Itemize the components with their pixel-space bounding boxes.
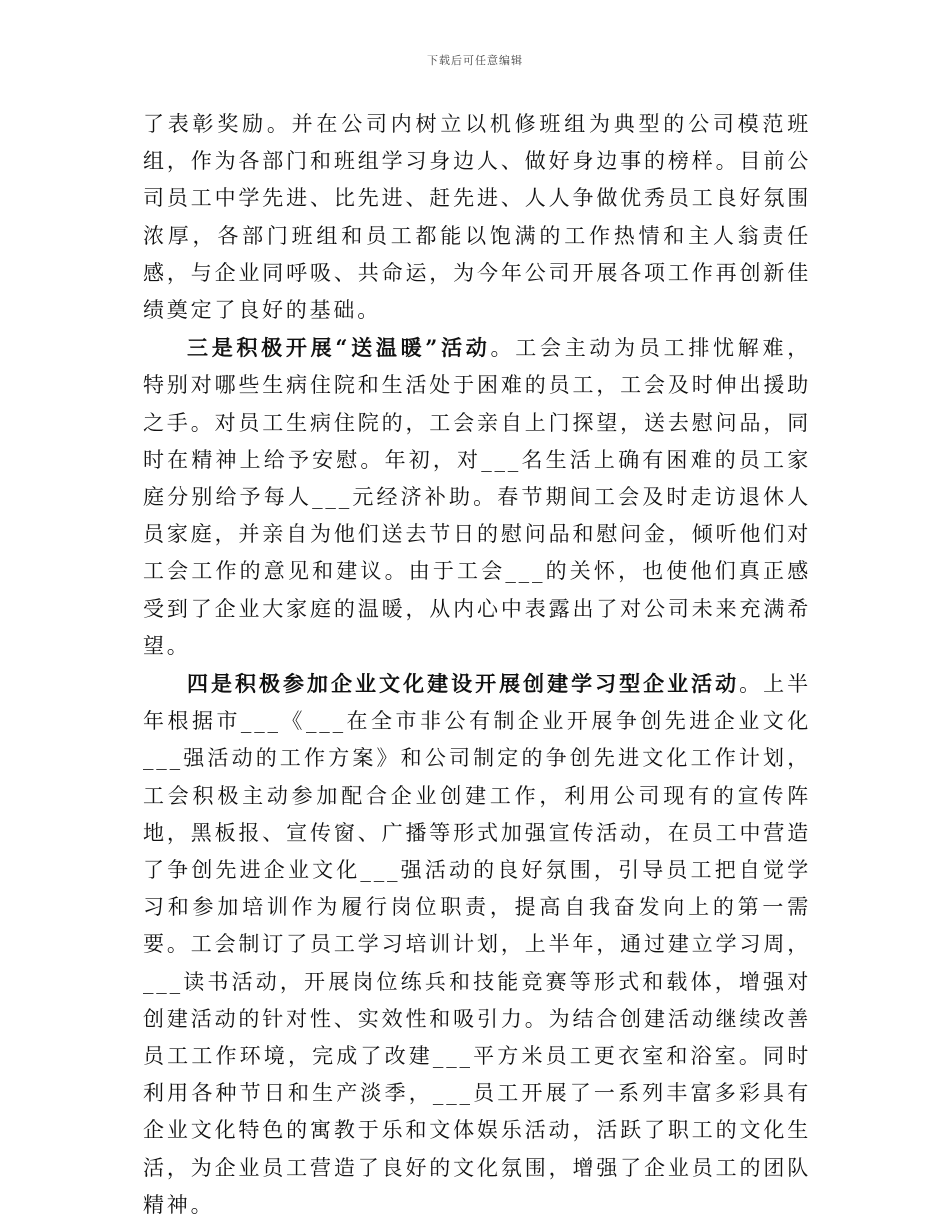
paragraph-text: 。工会主动为员工排忧解难，特别对哪些生病住院和生活处于困难的员工，工会及时伸出援助之手。对员工生病住院的，工会亲自上门探望，送去慰问品，同时在精神上给予安慰。年初，对___名生活上确有困难的员工家庭分别给予每人___元经济补助。春节期间工会及时走访退休人员家庭，并亲自为他们送去节日的慰问品和慰问金，倾听他们对工会工作的意见和建议。由于工会___的关怀，也使他们真正感受到了企业大家庭的温暖，从内心中表露出了对公司未来充满希望。: [143, 336, 812, 658]
paragraph-lead-heading: 四是积极参加企业文化建设开展创建学习型企业活动: [187, 671, 740, 697]
paragraph-warmth-activity: [143, 329, 811, 665]
paragraph-corporate-culture: [143, 665, 811, 1224]
paragraph-commendation: [143, 106, 811, 329]
document-body: [143, 106, 811, 1224]
page-header: 下载后可任意编辑: [427, 54, 523, 67]
paragraph-text: 了表彰奖励。并在公司内树立以机修班组为典型的公司模范班组，作为各部门和班组学习身边人、做好身边事的榜样。目前公司员工中学先进、比先进、赶先进、人人争做优秀员工良好氛围浓厚，各部门班组和员工都能以饱满的工作热情和主人翁责任感，与企业同呼吸、共命运，为今年公司开展各项工作再创新佳绩奠定了良好的基础。: [143, 112, 811, 323]
paragraph-text: 。上半年根据市___《___在全市非公有制企业开展争创先进企业文化___强活动的工作方案》和公司制定的争创先进文化工作计划，工会积极主动参加配合企业创建工作，利用公司现有的宣传阵地，黑板报、宣传窗、广播等形式加强宣传活动，在员工中营造了争创先进企业文化___强活动的良好氛围，引导员工把自觉学习和参加培训作为履行岗位职责，提高自我奋发向上的第一需要。工会制订了员工学习培训计划，上半年，通过建立学习周，___读书活动，开展岗位练兵和技能竞赛等形式和载体，增强对创建活动的针对性、实效性和吸引力。为结合创建活动继续改善员工工作环境，完成了改建___平方米员工更衣室和浴室。同时利用各种节日和生产淡季，___员工开展了一系列丰富多彩具有企业文化特色的寓教于乐和文体娱乐活动，活跃了职工的文化生活，为企业员工营造了良好的文化氛围，增强了企业员工的团队精神。: [143, 672, 811, 1217]
paragraph-lead-heading: 三是积极开展“送温暖”活动: [187, 335, 491, 361]
